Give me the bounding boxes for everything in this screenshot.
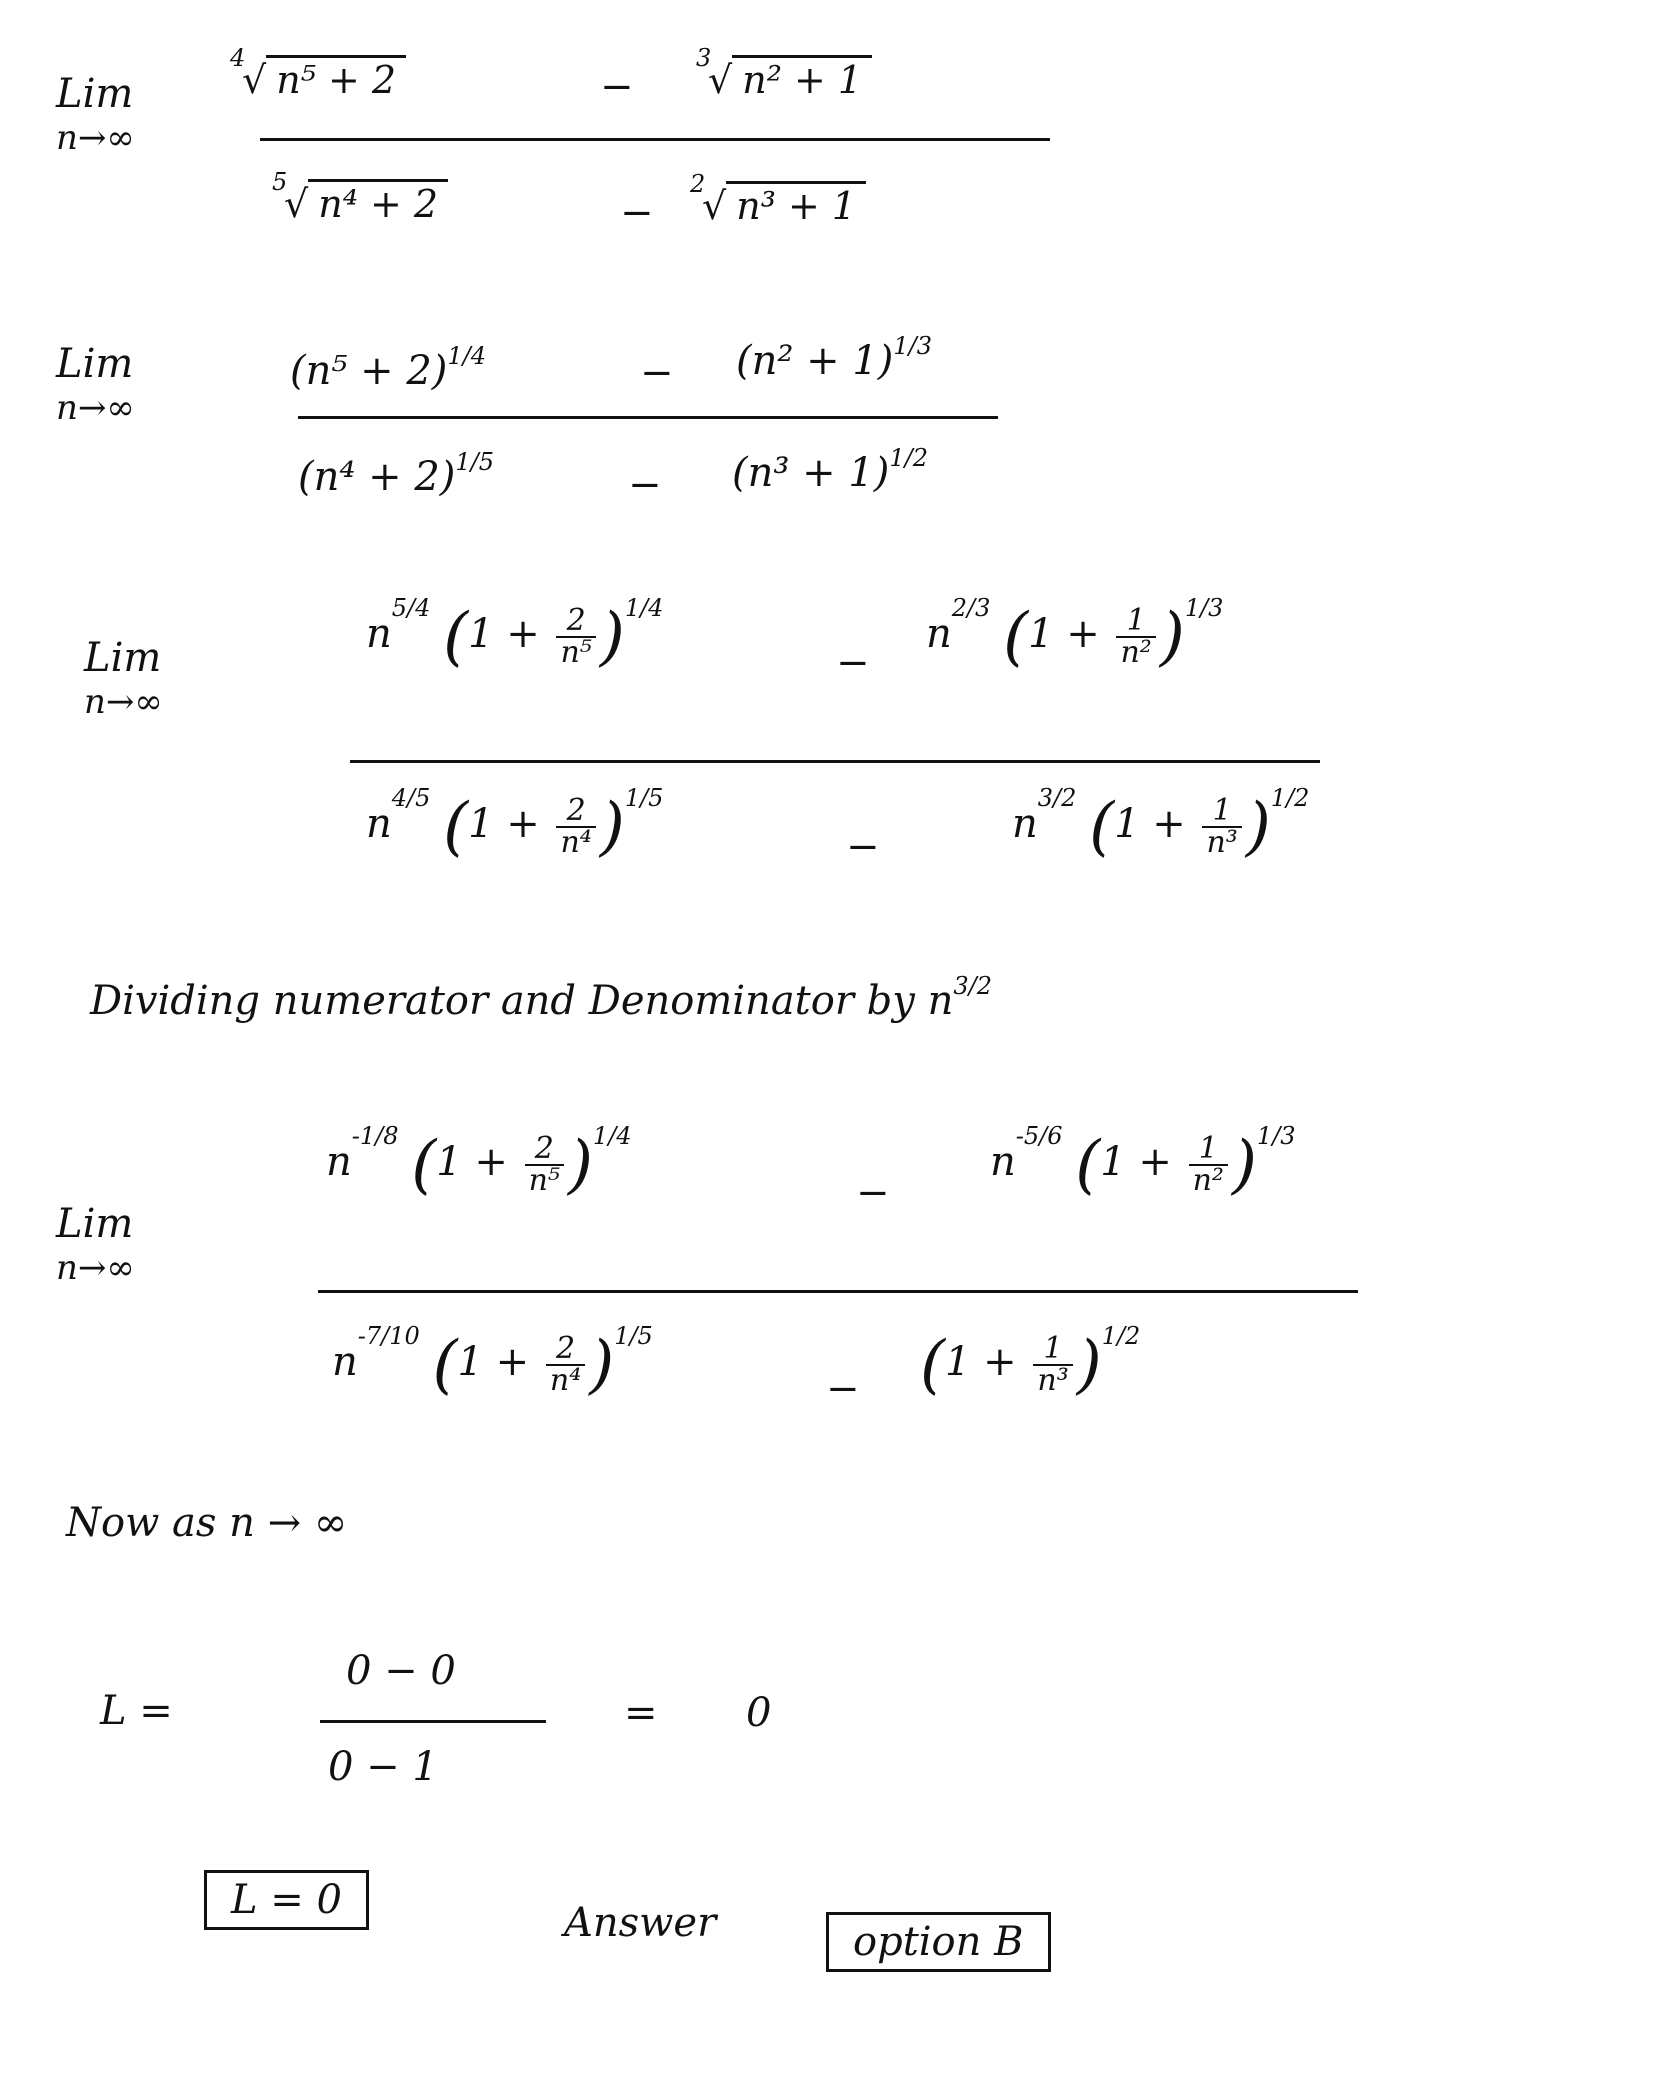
step4-num-b: $n^{-5/6}$ (1 + $\frac{1}{\text{n²}}$ )$^{1/3}$ bbox=[990, 1122, 1296, 1202]
minus-sign: − bbox=[846, 824, 880, 870]
minus-sign: − bbox=[628, 462, 662, 508]
final-answer-box: L = 0 bbox=[204, 1870, 369, 1930]
minus-sign: − bbox=[640, 350, 674, 396]
fraction-bar-1 bbox=[260, 138, 1050, 141]
fraction-bar-result bbox=[320, 1720, 546, 1723]
step4-num-a: $n^{-1/8}$ (1 + $\frac{2}{\text{n⁵}}$ )$^{1/4}$ bbox=[326, 1122, 632, 1202]
dividing-note: Dividing numerator and Denominator by $n^{3/2}$ bbox=[90, 972, 992, 1024]
step3-num-a: $n^{5/4}$ (1 + $\frac{2}{\text{n⁵}}$ )$^{1/4}$ bbox=[366, 594, 664, 674]
step3-num-b: $n^{2/3}$ (1 + $\frac{1}{\text{n²}}$ )$^{1/3}$ bbox=[926, 594, 1224, 674]
minus-sign: − bbox=[600, 64, 634, 110]
step2-den-a: $(n^4 + 2)^{1/5}$ bbox=[298, 448, 495, 500]
step4-den-a: $n^{-7/10}$ (1 + $\frac{2}{\text{n⁴}}$ )$^{1/5}$ bbox=[332, 1322, 653, 1402]
radical-num-b: 3 √ n² + 1 bbox=[700, 58, 872, 102]
minus-sign: − bbox=[856, 1170, 890, 1216]
limit-1: Lim n→∞ bbox=[56, 71, 135, 158]
limit-3: Lim n→∞ bbox=[84, 635, 163, 722]
step3-den-b: $n^{3/2}$ (1 + $\frac{1}{\text{n³}}$ )$^{1/2}$ bbox=[1012, 784, 1310, 864]
result-numerator: 0 − 0 bbox=[346, 1648, 456, 1694]
result-equals: = bbox=[624, 1690, 658, 1736]
answer-label: Answer bbox=[564, 1900, 717, 1946]
limit-2: Lim n→∞ bbox=[56, 341, 135, 428]
now-as-note: Now as n → ∞ bbox=[66, 1500, 348, 1546]
minus-sign: − bbox=[620, 190, 654, 236]
radical-num-a: 4 √ n⁵ + 2 bbox=[234, 58, 406, 102]
minus-sign: − bbox=[836, 640, 870, 686]
fraction-bar-3 bbox=[350, 760, 1320, 763]
result-value: 0 bbox=[746, 1690, 772, 1736]
option-box: option B bbox=[826, 1912, 1051, 1972]
radical-den-a: 5 √ n⁴ + 2 bbox=[276, 182, 448, 226]
limit-4: Lim n→∞ bbox=[56, 1201, 135, 1288]
fraction-bar-2 bbox=[298, 416, 998, 419]
step3-den-a: $n^{4/5}$ (1 + $\frac{2}{\text{n⁴}}$ )$^{1/5}$ bbox=[366, 784, 664, 864]
result-denominator: 0 − 1 bbox=[328, 1744, 438, 1790]
fraction-bar-4 bbox=[318, 1290, 1358, 1293]
step2-num-b: $(n^2 + 1)^{1/3}$ bbox=[736, 332, 933, 384]
result-L: L = bbox=[100, 1688, 173, 1734]
step4-den-b: (1 + $\frac{1}{\text{n³}}$ )$^{1/2}$ bbox=[920, 1322, 1141, 1402]
step2-den-b: $(n^3 + 1)^{1/2}$ bbox=[732, 444, 929, 496]
minus-sign: − bbox=[826, 1366, 860, 1412]
step2-num-a: $(n^5 + 2)^{1/4}$ bbox=[290, 342, 487, 394]
radical-den-b: 2 √ n³ + 1 bbox=[694, 184, 866, 228]
